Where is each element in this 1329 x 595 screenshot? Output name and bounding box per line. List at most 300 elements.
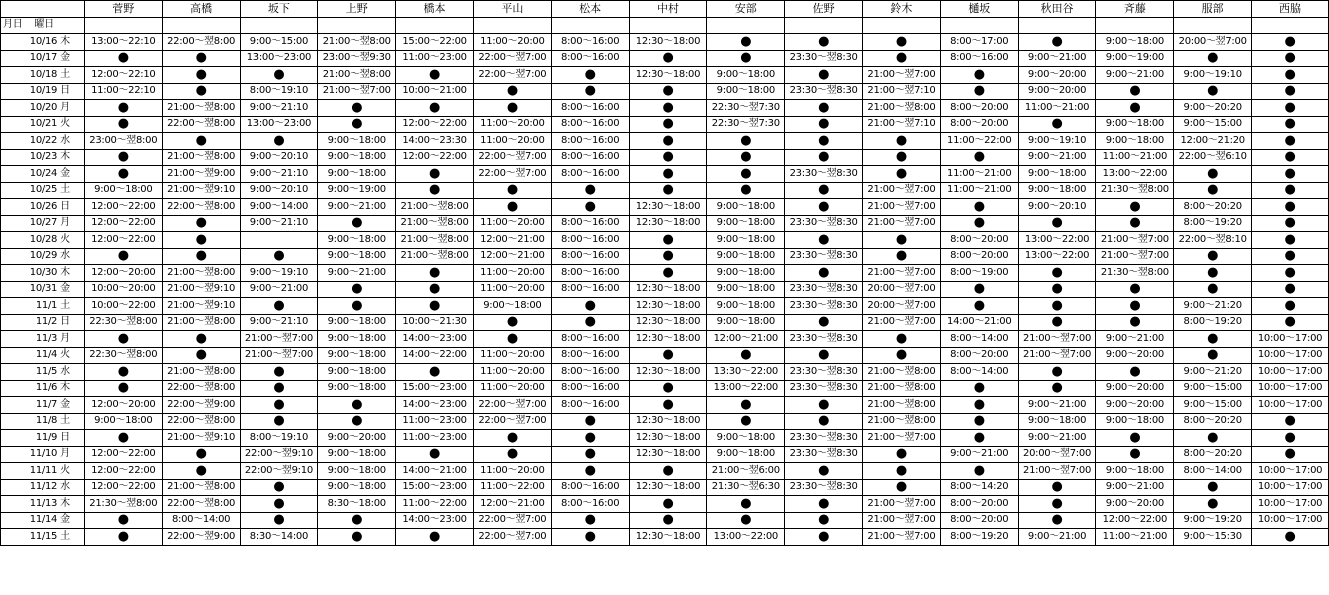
date-cell[interactable]: 11/12 xyxy=(1,479,60,496)
shift-cell[interactable]: 11:00～20:00 xyxy=(473,133,551,150)
shift-cell[interactable]: 21:00～翌9:10 xyxy=(162,281,240,298)
off-day-mark[interactable]: ● xyxy=(240,248,318,265)
off-day-mark[interactable]: ● xyxy=(551,529,629,546)
off-day-mark[interactable]: ● xyxy=(863,34,941,51)
shift-cell[interactable]: 8:00～19:10 xyxy=(240,430,318,447)
date-cell[interactable]: 10/31 xyxy=(1,281,60,298)
date-cell[interactable]: 10/22 xyxy=(1,133,60,150)
shift-cell[interactable]: 22:00～翌8:00 xyxy=(162,380,240,397)
shift-cell[interactable]: 9:00～18:00 xyxy=(1018,182,1096,199)
weekday-cell[interactable]: 土 xyxy=(59,413,84,430)
column-header-name[interactable]: 樋坂 xyxy=(940,1,1018,18)
weekday-cell[interactable]: 土 xyxy=(59,67,84,84)
shift-cell[interactable]: 12:30～18:00 xyxy=(629,281,707,298)
shift-cell[interactable]: 12:00～22:00 xyxy=(84,463,162,480)
column-header-name[interactable]: 平山 xyxy=(473,1,551,18)
shift-cell[interactable]: 22:00～翌8:00 xyxy=(162,116,240,133)
off-day-mark[interactable]: ● xyxy=(473,182,551,199)
shift-cell[interactable]: 21:00～翌7:00 xyxy=(863,512,941,529)
off-day-mark[interactable]: ● xyxy=(863,446,941,463)
date-cell[interactable]: 11/7 xyxy=(1,397,60,414)
shift-cell[interactable]: 22:00～翌7:00 xyxy=(473,50,551,67)
off-day-mark[interactable]: ● xyxy=(940,413,1018,430)
off-day-mark[interactable]: ● xyxy=(240,512,318,529)
shift-cell[interactable]: 9:00～18:00 xyxy=(707,281,785,298)
empty-cell[interactable] xyxy=(1174,17,1252,34)
shift-cell[interactable]: 9:00～21:00 xyxy=(1018,149,1096,166)
column-header-name[interactable]: 坂下 xyxy=(240,1,318,18)
shift-cell[interactable]: 21:00～翌7:00 xyxy=(863,496,941,513)
date-cell[interactable]: 10/29 xyxy=(1,248,60,265)
weekday-cell[interactable]: 土 xyxy=(59,182,84,199)
shift-cell[interactable]: 14:00～23:00 xyxy=(396,397,474,414)
weekday-cell[interactable]: 水 xyxy=(59,479,84,496)
shift-cell[interactable]: 9:00～18:00 xyxy=(707,199,785,216)
off-day-mark[interactable]: ● xyxy=(1018,380,1096,397)
weekday-cell[interactable]: 木 xyxy=(59,34,84,51)
weekday-cell[interactable]: 日 xyxy=(59,430,84,447)
off-day-mark[interactable]: ● xyxy=(707,50,785,67)
off-day-mark[interactable]: ● xyxy=(551,512,629,529)
shift-cell[interactable]: 21:00～翌6:00 xyxy=(707,463,785,480)
off-day-mark[interactable]: ● xyxy=(785,133,863,150)
off-day-mark[interactable]: ● xyxy=(1018,496,1096,513)
shift-cell[interactable]: 11:00～20:00 xyxy=(473,380,551,397)
weekday-cell[interactable]: 月 xyxy=(59,331,84,348)
off-day-mark[interactable]: ● xyxy=(1252,232,1329,249)
shift-cell[interactable]: 20:00～翌7:00 xyxy=(1174,34,1252,51)
shift-cell[interactable]: 21:00～翌8:00 xyxy=(396,248,474,265)
off-day-mark[interactable]: ● xyxy=(940,397,1018,414)
off-day-mark[interactable]: ● xyxy=(162,232,240,249)
column-header-name[interactable]: 高橋 xyxy=(162,1,240,18)
shift-cell[interactable]: 21:00～翌7:00 xyxy=(863,199,941,216)
shift-cell[interactable]: 23:30～翌8:30 xyxy=(785,166,863,183)
off-day-mark[interactable]: ● xyxy=(396,281,474,298)
date-cell[interactable]: 11/15 xyxy=(1,529,60,546)
shift-cell[interactable]: 12:00～22:00 xyxy=(396,116,474,133)
shift-cell[interactable] xyxy=(240,232,318,249)
off-day-mark[interactable]: ● xyxy=(84,248,162,265)
shift-cell[interactable]: 22:00～翌8:00 xyxy=(162,496,240,513)
shift-cell[interactable]: 22:00～翌8:00 xyxy=(162,34,240,51)
shift-cell[interactable]: 15:00～23:00 xyxy=(396,479,474,496)
off-day-mark[interactable]: ● xyxy=(84,331,162,348)
shift-cell[interactable]: 10:00～17:00 xyxy=(1252,512,1329,529)
shift-cell[interactable]: 9:00～20:20 xyxy=(1174,100,1252,117)
shift-cell[interactable]: 8:00～16:00 xyxy=(551,364,629,381)
shift-cell[interactable]: 21:00～翌8:00 xyxy=(396,215,474,232)
empty-cell[interactable] xyxy=(940,17,1018,34)
shift-cell[interactable]: 9:00～20:00 xyxy=(1096,347,1174,364)
shift-cell[interactable]: 9:00～18:00 xyxy=(1018,166,1096,183)
shift-cell[interactable]: 9:00～21:00 xyxy=(1096,331,1174,348)
shift-cell[interactable]: 9:00～18:00 xyxy=(318,446,396,463)
weekday-cell[interactable]: 月 xyxy=(59,215,84,232)
off-day-mark[interactable]: ● xyxy=(162,463,240,480)
shift-cell[interactable]: 8:00～20:00 xyxy=(940,512,1018,529)
shift-cell[interactable]: 8:00～16:00 xyxy=(551,281,629,298)
shift-cell[interactable]: 22:30～翌7:30 xyxy=(707,100,785,117)
off-day-mark[interactable]: ● xyxy=(162,67,240,84)
shift-cell[interactable]: 12:00～22:00 xyxy=(84,232,162,249)
off-day-mark[interactable]: ● xyxy=(240,380,318,397)
weekday-cell[interactable]: 土 xyxy=(59,298,84,315)
shift-cell[interactable]: 8:00～20:00 xyxy=(940,248,1018,265)
shift-cell[interactable]: 11:00～23:00 xyxy=(396,430,474,447)
off-day-mark[interactable]: ● xyxy=(1174,347,1252,364)
off-day-mark[interactable]: ● xyxy=(84,116,162,133)
off-day-mark[interactable]: ● xyxy=(785,463,863,480)
empty-cell[interactable] xyxy=(629,17,707,34)
shift-cell[interactable]: 10:00～21:00 xyxy=(396,83,474,100)
date-cell[interactable]: 10/19 xyxy=(1,83,60,100)
off-day-mark[interactable]: ● xyxy=(785,314,863,331)
shift-cell[interactable]: 9:00～19:10 xyxy=(240,265,318,282)
empty-cell[interactable] xyxy=(707,17,785,34)
date-cell[interactable]: 10/17 xyxy=(1,50,60,67)
off-day-mark[interactable]: ● xyxy=(1018,265,1096,282)
weekday-cell[interactable]: 日 xyxy=(59,199,84,216)
weekday-cell[interactable]: 土 xyxy=(59,529,84,546)
shift-cell[interactable]: 21:00～翌8:00 xyxy=(162,479,240,496)
off-day-mark[interactable]: ● xyxy=(1018,298,1096,315)
shift-cell[interactable]: 12:30～18:00 xyxy=(629,67,707,84)
shift-cell[interactable]: 22:00～翌6:10 xyxy=(1174,149,1252,166)
off-day-mark[interactable]: ● xyxy=(940,149,1018,166)
off-day-mark[interactable]: ● xyxy=(473,199,551,216)
off-day-mark[interactable]: ● xyxy=(1252,133,1329,150)
off-day-mark[interactable]: ● xyxy=(1252,314,1329,331)
off-day-mark[interactable]: ● xyxy=(318,281,396,298)
off-day-mark[interactable]: ● xyxy=(1018,314,1096,331)
off-day-mark[interactable]: ● xyxy=(1252,50,1329,67)
shift-cell[interactable]: 8:00～16:00 xyxy=(551,34,629,51)
shift-cell[interactable]: 21:00～翌7:00 xyxy=(1018,463,1096,480)
off-day-mark[interactable]: ● xyxy=(863,166,941,183)
shift-cell[interactable]: 13:00～23:00 xyxy=(240,116,318,133)
shift-cell[interactable]: 10:00～17:00 xyxy=(1252,380,1329,397)
off-day-mark[interactable]: ● xyxy=(707,133,785,150)
off-day-mark[interactable]: ● xyxy=(1018,281,1096,298)
off-day-mark[interactable]: ● xyxy=(84,149,162,166)
shift-cell[interactable]: 11:00～20:00 xyxy=(473,281,551,298)
shift-cell[interactable]: 9:00～18:00 xyxy=(84,413,162,430)
date-cell[interactable]: 11/11 xyxy=(1,463,60,480)
off-day-mark[interactable]: ● xyxy=(785,116,863,133)
shift-cell[interactable]: 12:00～21:00 xyxy=(707,331,785,348)
date-cell[interactable]: 11/5 xyxy=(1,364,60,381)
off-day-mark[interactable]: ● xyxy=(84,50,162,67)
off-day-mark[interactable]: ● xyxy=(551,83,629,100)
date-cell[interactable]: 10/20 xyxy=(1,100,60,117)
shift-cell[interactable]: 9:00～18:00 xyxy=(707,232,785,249)
off-day-mark[interactable]: ● xyxy=(1174,83,1252,100)
shift-cell[interactable]: 9:00～18:00 xyxy=(318,479,396,496)
shift-cell[interactable]: 21:00～翌9:10 xyxy=(162,430,240,447)
shift-cell[interactable]: 23:30～翌8:30 xyxy=(785,380,863,397)
shift-cell[interactable]: 21:00～翌8:00 xyxy=(318,34,396,51)
shift-cell[interactable]: 8:00～14:00 xyxy=(1174,463,1252,480)
shift-cell[interactable]: 13:00～22:00 xyxy=(707,380,785,397)
shift-cell[interactable]: 20:00～翌7:00 xyxy=(863,298,941,315)
shift-cell[interactable]: 8:00～14:00 xyxy=(162,512,240,529)
shift-cell[interactable]: 9:00～18:00 xyxy=(707,446,785,463)
off-day-mark[interactable]: ● xyxy=(629,133,707,150)
shift-cell[interactable]: 11:00～21:00 xyxy=(1096,529,1174,546)
off-day-mark[interactable]: ● xyxy=(629,182,707,199)
empty-cell[interactable] xyxy=(1018,17,1096,34)
shift-cell[interactable]: 14:00～23:00 xyxy=(396,331,474,348)
shift-cell[interactable]: 8:00～20:00 xyxy=(940,347,1018,364)
empty-cell[interactable] xyxy=(785,17,863,34)
off-day-mark[interactable]: ● xyxy=(1252,430,1329,447)
shift-cell[interactable]: 8:00～16:00 xyxy=(551,149,629,166)
weekday-cell[interactable]: 火 xyxy=(59,463,84,480)
date-cell[interactable]: 10/27 xyxy=(1,215,60,232)
weekday-cell[interactable]: 木 xyxy=(59,149,84,166)
off-day-mark[interactable]: ● xyxy=(863,463,941,480)
shift-cell[interactable]: 20:00～翌7:00 xyxy=(863,281,941,298)
shift-cell[interactable]: 11:00～20:00 xyxy=(473,364,551,381)
weekday-cell[interactable]: 月 xyxy=(59,100,84,117)
shift-cell[interactable]: 21:00～翌7:00 xyxy=(240,331,318,348)
date-cell[interactable]: 10/24 xyxy=(1,166,60,183)
date-cell[interactable]: 10/23 xyxy=(1,149,60,166)
shift-cell[interactable]: 21:00～翌8:00 xyxy=(863,380,941,397)
off-day-mark[interactable]: ● xyxy=(1096,314,1174,331)
shift-cell[interactable]: 23:00～翌9:30 xyxy=(318,50,396,67)
date-cell[interactable]: 10/28 xyxy=(1,232,60,249)
shift-cell[interactable]: 9:00～20:00 xyxy=(318,430,396,447)
off-day-mark[interactable]: ● xyxy=(240,413,318,430)
off-day-mark[interactable]: ● xyxy=(1252,67,1329,84)
shift-cell[interactable]: 13:00～22:00 xyxy=(1018,232,1096,249)
shift-cell[interactable]: 11:00～21:00 xyxy=(1096,149,1174,166)
shift-cell[interactable]: 8:00～20:00 xyxy=(940,232,1018,249)
off-day-mark[interactable]: ● xyxy=(1018,479,1096,496)
off-day-mark[interactable]: ● xyxy=(318,215,396,232)
off-day-mark[interactable]: ● xyxy=(84,100,162,117)
off-day-mark[interactable]: ● xyxy=(940,83,1018,100)
shift-cell[interactable]: 11:00～21:00 xyxy=(940,182,1018,199)
off-day-mark[interactable]: ● xyxy=(707,149,785,166)
shift-cell[interactable]: 21:00～翌7:00 xyxy=(240,347,318,364)
shift-cell[interactable]: 20:00～翌7:00 xyxy=(1018,446,1096,463)
shift-cell[interactable]: 15:00～23:00 xyxy=(396,380,474,397)
shift-cell[interactable]: 12:30～18:00 xyxy=(629,34,707,51)
shift-cell[interactable]: 12:00～21:20 xyxy=(1174,133,1252,150)
off-day-mark[interactable]: ● xyxy=(1252,281,1329,298)
shift-cell[interactable]: 12:00～20:00 xyxy=(84,397,162,414)
shift-cell[interactable]: 23:30～翌8:30 xyxy=(785,479,863,496)
shift-cell[interactable]: 9:00～20:00 xyxy=(1096,496,1174,513)
shift-cell[interactable]: 9:00～18:00 xyxy=(318,380,396,397)
shift-cell[interactable]: 8:00～19:20 xyxy=(940,529,1018,546)
shift-cell[interactable]: 8:00～16:00 xyxy=(551,116,629,133)
shift-cell[interactable]: 8:00～16:00 xyxy=(551,397,629,414)
off-day-mark[interactable]: ● xyxy=(1174,281,1252,298)
shift-cell[interactable]: 9:00～19:00 xyxy=(318,182,396,199)
off-day-mark[interactable]: ● xyxy=(1018,34,1096,51)
off-day-mark[interactable]: ● xyxy=(318,529,396,546)
off-day-mark[interactable]: ● xyxy=(240,397,318,414)
off-day-mark[interactable]: ● xyxy=(1174,479,1252,496)
off-day-mark[interactable]: ● xyxy=(551,446,629,463)
shift-cell[interactable]: 11:00～20:00 xyxy=(473,34,551,51)
off-day-mark[interactable]: ● xyxy=(1096,364,1174,381)
shift-cell[interactable]: 21:00～翌8:00 xyxy=(162,364,240,381)
column-header-name[interactable]: 松本 xyxy=(551,1,629,18)
date-cell[interactable]: 10/16 xyxy=(1,34,60,51)
off-day-mark[interactable]: ● xyxy=(785,496,863,513)
off-day-mark[interactable]: ● xyxy=(629,512,707,529)
column-header-name[interactable]: 上野 xyxy=(318,1,396,18)
shift-cell[interactable]: 8:00～20:20 xyxy=(1174,199,1252,216)
shift-cell[interactable]: 23:00～翌8:00 xyxy=(84,133,162,150)
shift-cell[interactable]: 9:00～20:10 xyxy=(240,182,318,199)
shift-cell[interactable]: 22:00～翌7:00 xyxy=(473,149,551,166)
shift-cell[interactable]: 21:30～翌8:00 xyxy=(84,496,162,513)
off-day-mark[interactable]: ● xyxy=(785,100,863,117)
shift-cell[interactable]: 8:00～16:00 xyxy=(551,380,629,397)
shift-cell[interactable]: 10:00～17:00 xyxy=(1252,479,1329,496)
column-header-name[interactable]: 鈴木 xyxy=(863,1,941,18)
shift-cell[interactable]: 22:00～翌8:00 xyxy=(162,413,240,430)
shift-cell[interactable]: 21:00～翌8:00 xyxy=(396,232,474,249)
shift-cell[interactable]: 21:30～翌8:00 xyxy=(1096,265,1174,282)
shift-cell[interactable]: 13:00～23:00 xyxy=(240,50,318,67)
shift-cell[interactable]: 11:00～23:00 xyxy=(396,413,474,430)
off-day-mark[interactable]: ● xyxy=(318,512,396,529)
shift-cell[interactable]: 9:00～19:00 xyxy=(1096,50,1174,67)
shift-cell[interactable]: 12:30～18:00 xyxy=(629,479,707,496)
shift-cell[interactable]: 21:00～翌9:00 xyxy=(162,166,240,183)
off-day-mark[interactable]: ● xyxy=(84,512,162,529)
shift-cell[interactable]: 9:00～21:00 xyxy=(1018,430,1096,447)
shift-cell[interactable]: 21:00～翌7:00 xyxy=(863,182,941,199)
date-cell[interactable]: 11/10 xyxy=(1,446,60,463)
off-day-mark[interactable]: ● xyxy=(1174,430,1252,447)
off-day-mark[interactable]: ● xyxy=(551,430,629,447)
shift-cell[interactable]: 10:00～22:00 xyxy=(84,298,162,315)
shift-cell[interactable]: 8:30～18:00 xyxy=(318,496,396,513)
shift-cell[interactable]: 22:00～翌7:00 xyxy=(473,413,551,430)
date-cell[interactable]: 11/8 xyxy=(1,413,60,430)
shift-cell[interactable]: 9:00～19:10 xyxy=(1174,67,1252,84)
off-day-mark[interactable]: ● xyxy=(162,133,240,150)
shift-cell[interactable]: 8:00～16:00 xyxy=(551,265,629,282)
off-day-mark[interactable]: ● xyxy=(707,166,785,183)
weekday-cell[interactable]: 木 xyxy=(59,265,84,282)
shift-cell[interactable]: 12:30～18:00 xyxy=(629,215,707,232)
off-day-mark[interactable]: ● xyxy=(396,100,474,117)
shift-cell[interactable]: 12:00～21:00 xyxy=(473,248,551,265)
shift-cell[interactable]: 9:00～21:00 xyxy=(318,199,396,216)
off-day-mark[interactable]: ● xyxy=(1252,446,1329,463)
date-cell[interactable]: 11/9 xyxy=(1,430,60,447)
empty-cell[interactable] xyxy=(1096,17,1174,34)
off-day-mark[interactable]: ● xyxy=(707,34,785,51)
off-day-mark[interactable]: ● xyxy=(473,314,551,331)
shift-cell[interactable]: 21:00～翌7:00 xyxy=(1018,347,1096,364)
off-day-mark[interactable]: ● xyxy=(863,232,941,249)
off-day-mark[interactable]: ● xyxy=(629,166,707,183)
shift-cell[interactable]: 21:00～翌7:00 xyxy=(863,529,941,546)
shift-cell[interactable]: 10:00～17:00 xyxy=(1252,463,1329,480)
shift-cell[interactable]: 12:30～18:00 xyxy=(629,199,707,216)
shift-cell[interactable]: 10:00～21:30 xyxy=(396,314,474,331)
weekday-cell[interactable]: 月 xyxy=(59,446,84,463)
shift-cell[interactable]: 21:00～翌8:00 xyxy=(396,199,474,216)
shift-cell[interactable]: 10:00～17:00 xyxy=(1252,347,1329,364)
off-day-mark[interactable]: ● xyxy=(785,265,863,282)
shift-cell[interactable]: 8:00～16:00 xyxy=(551,248,629,265)
shift-cell[interactable]: 11:00～21:00 xyxy=(1018,100,1096,117)
shift-cell[interactable]: 8:00～19:10 xyxy=(240,83,318,100)
shift-cell[interactable]: 9:00～21:10 xyxy=(240,314,318,331)
off-day-mark[interactable]: ● xyxy=(629,380,707,397)
shift-cell[interactable]: 12:00～22:00 xyxy=(396,149,474,166)
shift-cell[interactable]: 21:00～翌8:00 xyxy=(318,67,396,84)
shift-cell[interactable]: 23:30～翌8:30 xyxy=(785,215,863,232)
shift-cell[interactable]: 21:00～翌8:00 xyxy=(863,100,941,117)
shift-cell[interactable]: 12:00～22:00 xyxy=(84,446,162,463)
off-day-mark[interactable]: ● xyxy=(84,166,162,183)
shift-cell[interactable]: 9:00～15:00 xyxy=(240,34,318,51)
shift-cell[interactable]: 23:30～翌8:30 xyxy=(785,364,863,381)
shift-cell[interactable]: 21:00～翌8:00 xyxy=(162,314,240,331)
shift-cell[interactable]: 12:00～22:00 xyxy=(84,215,162,232)
off-day-mark[interactable]: ● xyxy=(1174,265,1252,282)
shift-cell[interactable]: 21:00～翌7:00 xyxy=(863,215,941,232)
shift-cell[interactable]: 21:00～翌8:00 xyxy=(863,397,941,414)
shift-cell[interactable]: 11:00～20:00 xyxy=(473,116,551,133)
shift-cell[interactable]: 9:00～15:00 xyxy=(1174,380,1252,397)
off-day-mark[interactable]: ● xyxy=(162,50,240,67)
shift-cell[interactable]: 15:00～22:00 xyxy=(396,34,474,51)
off-day-mark[interactable]: ● xyxy=(785,182,863,199)
off-day-mark[interactable]: ● xyxy=(1174,331,1252,348)
shift-cell[interactable]: 9:00～18:00 xyxy=(707,314,785,331)
off-day-mark[interactable]: ● xyxy=(1096,281,1174,298)
off-day-mark[interactable]: ● xyxy=(473,331,551,348)
off-day-mark[interactable]: ● xyxy=(785,149,863,166)
shift-cell[interactable]: 8:00～20:20 xyxy=(1174,413,1252,430)
off-day-mark[interactable]: ● xyxy=(1096,83,1174,100)
shift-cell[interactable]: 21:00～翌7:00 xyxy=(863,430,941,447)
shift-cell[interactable]: 8:00～16:00 xyxy=(551,496,629,513)
shift-cell[interactable]: 11:00～22:00 xyxy=(396,496,474,513)
shift-cell[interactable]: 9:00～18:00 xyxy=(318,248,396,265)
shift-cell[interactable]: 14:00～21:00 xyxy=(940,314,1018,331)
shift-cell[interactable]: 22:00～翌9:00 xyxy=(162,529,240,546)
shift-cell[interactable]: 9:00～21:00 xyxy=(1018,50,1096,67)
weekday-cell[interactable]: 火 xyxy=(59,232,84,249)
off-day-mark[interactable]: ● xyxy=(162,215,240,232)
shift-cell[interactable]: 23:30～翌8:30 xyxy=(785,83,863,100)
weekday-cell[interactable]: 日 xyxy=(59,314,84,331)
shift-cell[interactable]: 9:00～18:00 xyxy=(1096,463,1174,480)
shift-cell[interactable]: 21:30～翌8:00 xyxy=(1096,182,1174,199)
shift-cell[interactable]: 21:00～翌7:00 xyxy=(863,265,941,282)
shift-cell[interactable]: 9:00～18:00 xyxy=(707,265,785,282)
off-day-mark[interactable]: ● xyxy=(396,446,474,463)
shift-cell[interactable]: 22:00～翌9:00 xyxy=(162,397,240,414)
shift-cell[interactable]: 9:00～21:20 xyxy=(1174,298,1252,315)
shift-cell[interactable]: 13:00～22:00 xyxy=(707,529,785,546)
shift-cell[interactable]: 11:00～20:00 xyxy=(473,215,551,232)
